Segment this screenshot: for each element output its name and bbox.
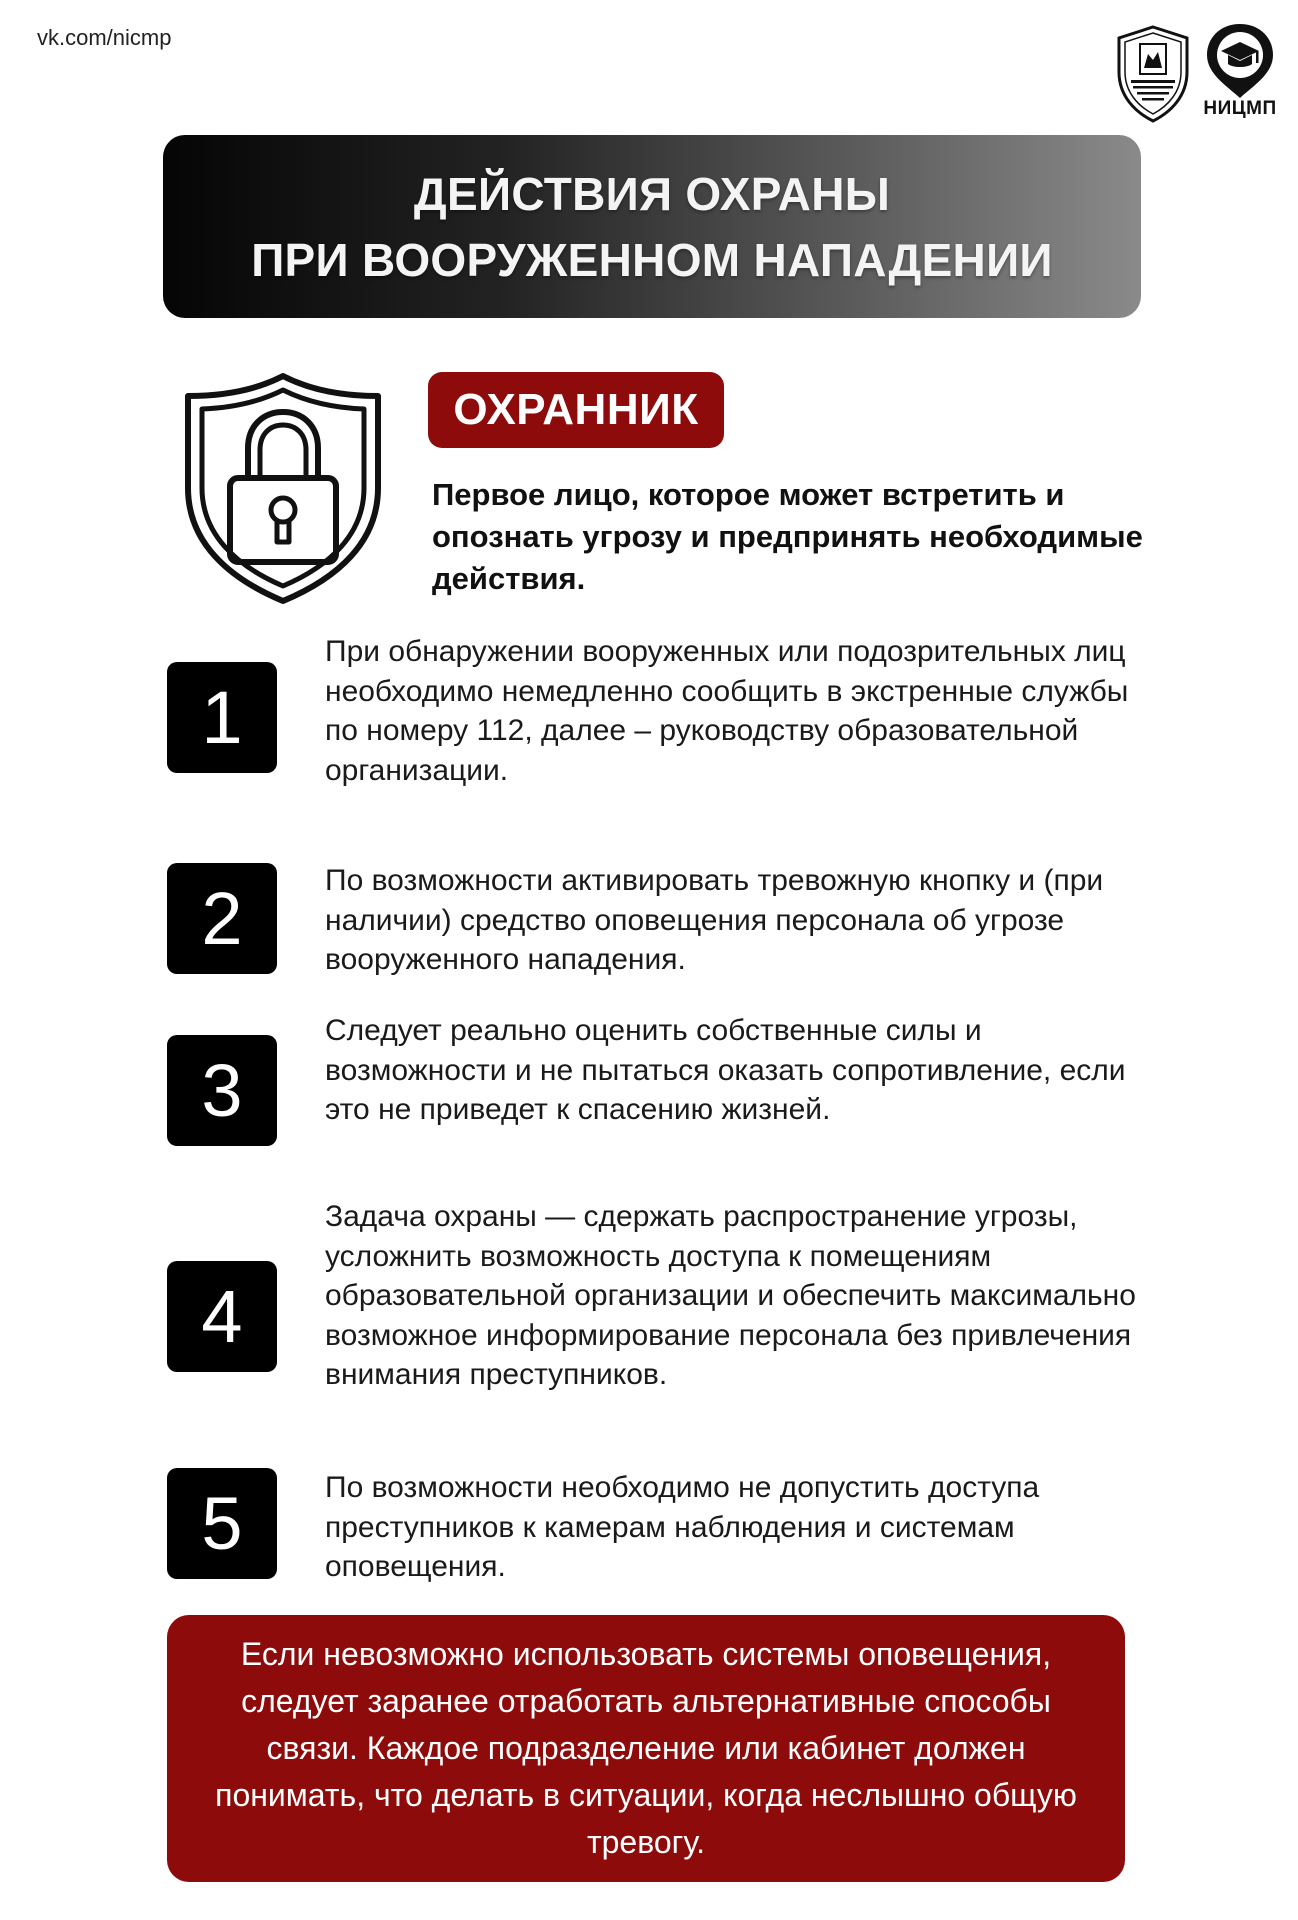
step-number: 3 (201, 1048, 243, 1132)
shield-lock-icon (178, 370, 388, 607)
role-description: Первое лицо, которое может встретить и опознать угрозу и предпринять необходимые действия. (432, 477, 1143, 596)
page-title-banner (163, 135, 1141, 318)
step-number-badge (167, 1035, 277, 1146)
nicmp-logo (1195, 20, 1285, 122)
step-number-badge (167, 863, 277, 974)
page-title-line-2: ПРИ ВООРУЖЕННОМ НАПАДЕНИИ (251, 233, 1053, 286)
step-number-badge (167, 1261, 277, 1372)
nicmp-logo-label: НИЦМП (1203, 98, 1277, 119)
anti-terror-commission-emblem-icon (1115, 24, 1191, 124)
step-number: 4 (201, 1274, 243, 1358)
step-number-badge (167, 662, 277, 773)
site-url: vk.com/nicmp (37, 25, 172, 50)
role-badge-label: ОХРАННИК (453, 385, 699, 434)
footer-note-box (167, 1615, 1125, 1882)
step-text: Задача охраны — сдержать распространение угрозы, усложнить возможность доступа к помещениям образовательной организации и обеспечить максимально возможное информирование персонала без привлечения внимания преступников. (325, 1200, 1136, 1391)
step-text: Следует реально оценить собственные силы и возможности и не пытаться оказать сопротивление, если это не приведет к спасению жизней. (325, 1014, 1126, 1126)
step-text: При обнаружении вооруженных или подозрительных лиц необходимо немедленно сообщить в экстренные службы по номеру 112, далее – руководству образовательной организации. (325, 635, 1129, 787)
step-number: 5 (201, 1481, 243, 1565)
step-number-badge (167, 1468, 277, 1579)
page-title-line-1: ДЕЙСТВИЯ ОХРАНЫ (413, 167, 891, 220)
step-text: По возможности активировать тревожную кнопку и (при наличии) средство оповещения персонала об угрозе вооруженного нападения. (325, 864, 1104, 976)
step-number: 2 (201, 876, 243, 960)
footer-note-text: Если невозможно использовать системы оповещения, следует заранее отработать альтернативные способы связи. Каждое подразделение или кабинет должен понимать, что делать в ситуации, когда неслышно общую тревогу. (215, 1636, 1077, 1860)
step-text: По возможности необходимо не допустить доступа преступников к камерам наблюдения и системам оповещения. (325, 1471, 1040, 1583)
step-number: 1 (201, 675, 243, 759)
graduation-cap-pin-icon (1195, 20, 1285, 100)
role-badge (428, 372, 724, 448)
